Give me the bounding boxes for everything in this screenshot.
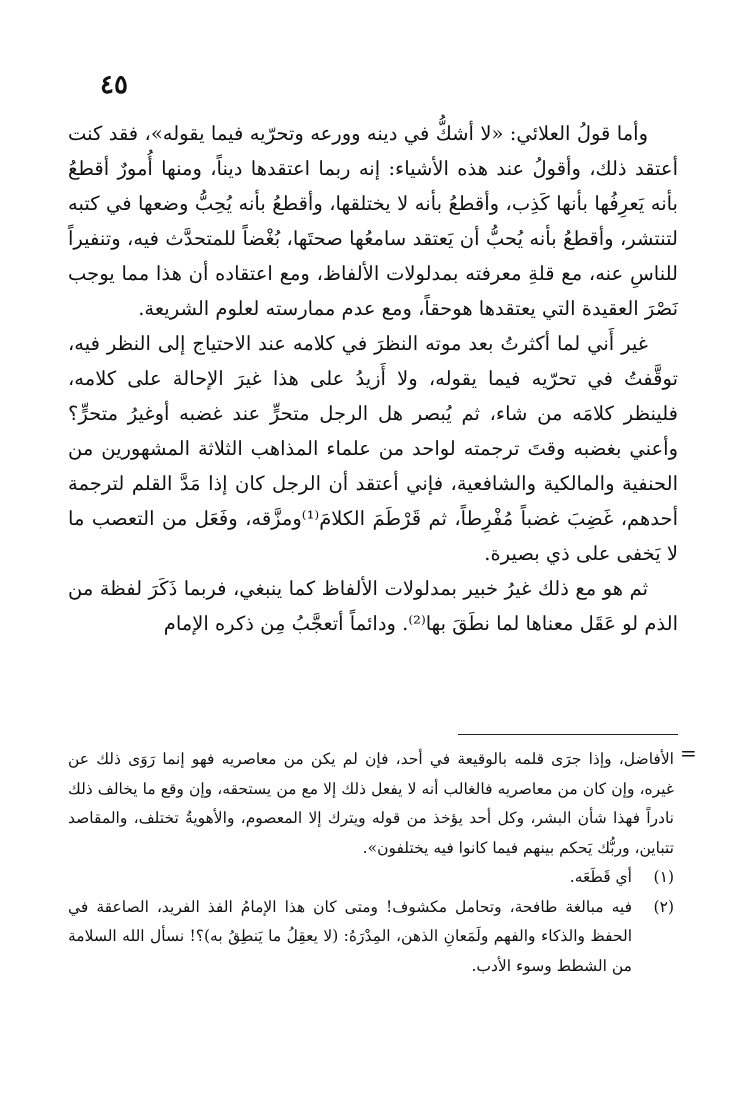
- footnote-1: [68, 863, 674, 893]
- footnote-text: فيه مبالغة طافحة، وتحامل مكشوف! ومتى كان هذا الإمامُ الفذ الفريد، الصاعقة في الحفظ والذكاء والفهم ولَمَعانِ الذهن، المِدْرَهُ: (لا يعقِلُ ما يَنطِقُ به)؟! نسأل الله السلامة من الشطط وسوء الأدب.: [68, 897, 632, 975]
- page-number: ٤٥: [100, 70, 128, 100]
- main-text: [68, 116, 678, 641]
- footnote-number: (١): [653, 868, 674, 886]
- paragraph: غير أَني لما أكثرتُ بعد موته النظرَ في كلامه عند الاحتياج إلى النظر فيه، توقَّفتُ في تحرّيه فيما يقوله، ولا أَزيدُ على هذا غيرَ الإحالة على كلامه، فلينظر كلامَه من شاء، ثم يُبصر هل الرجل متحرٍّ عند غضبه أوغيرُ متحرٍّ؟ وأعني بغضبه وقتَ ترجمته لواحد من علماء المذاهب الثلاثة المشهورين من الحنفية والمالكية والشافعية، فإني أعتقد أن الرجل كان إذا مَدَّ القلم لترجمة أحدهم، غَضِبَ غضباً مُفْرِطاً، ثم قَرْطَمَ الكلامَ⁽¹⁾ومزَّقه، وفَعَل من التعصب ما لا يَخفى على ذي بصيرة.: [68, 332, 678, 565]
- footnote-divider: [458, 734, 678, 735]
- footnotes: [68, 745, 674, 981]
- footnote-number: (٢): [653, 897, 674, 916]
- paragraph: ثم هو مع ذلك غيرُ خبير بمدلولات الألفاظ كما ينبغي، فربما ذَكَرَ لفظة من الذم لو عَقَل معناها لما نطَقَ بها⁽²⁾. ودائماً أتعجَّبُ مِن ذكره الإمام: [68, 577, 678, 635]
- footnote-2: [68, 893, 674, 982]
- footnote-continuation-mark: =: [680, 741, 697, 765]
- footnote-continuation: الأفاضل، وإذا جرَى قلمه بالوقيعة في أحد، فإن لم يكن من معاصريه فهو إنما رَوَى ذلك عن غيره، وإن كان من معاصريه فالغالب أنه لا يفعل ذلك إلا مع من يستحقه، وإن وقع ما يخالف ذلك نادراً فهذا شأن البشر، وكل أحد يؤخذ من قوله ويترك إلا المعصوم، والأهويةُ تختلف، والمقاصد تتباين، وربُّك يَحكم بينهم فيما كانوا فيه يختلفون».: [68, 750, 674, 857]
- paragraph: وأما قولُ العلائي: «لا أشكُّ في دينه وورعه وتحرّيه فيما يقوله»، فقد كنت أعتقد ذلك، وأقولُ عند هذه الأشياء: إنه ربما اعتقدها ديناً، ومنها أُمورٌ أقطعُ بأنه يَعرِفُها بأنها كَذِب، وأقطعُ بأنه لا يختلقها، وأقطعُ بأنه يُحِبُّ وضعها في كتبه لتنتشر، وأقطعُ بأنه يُحبُّ أن يَعتقد سامعُها صحتَها، بُغْضاً للمتحدَّث فيه، وتنفيراً للناسِ عنه، مع قلةِ معرفته بمدلولات الألفاظ، ومع اعتقاده أن هذا مما يوجب نَصْرَ العقيدة التي يعتقدها هوحقاً، ومع عدم ممارسته لعلوم الشريعة.: [68, 122, 678, 320]
- footnote-text: أي قَطَعَه.: [569, 868, 632, 886]
